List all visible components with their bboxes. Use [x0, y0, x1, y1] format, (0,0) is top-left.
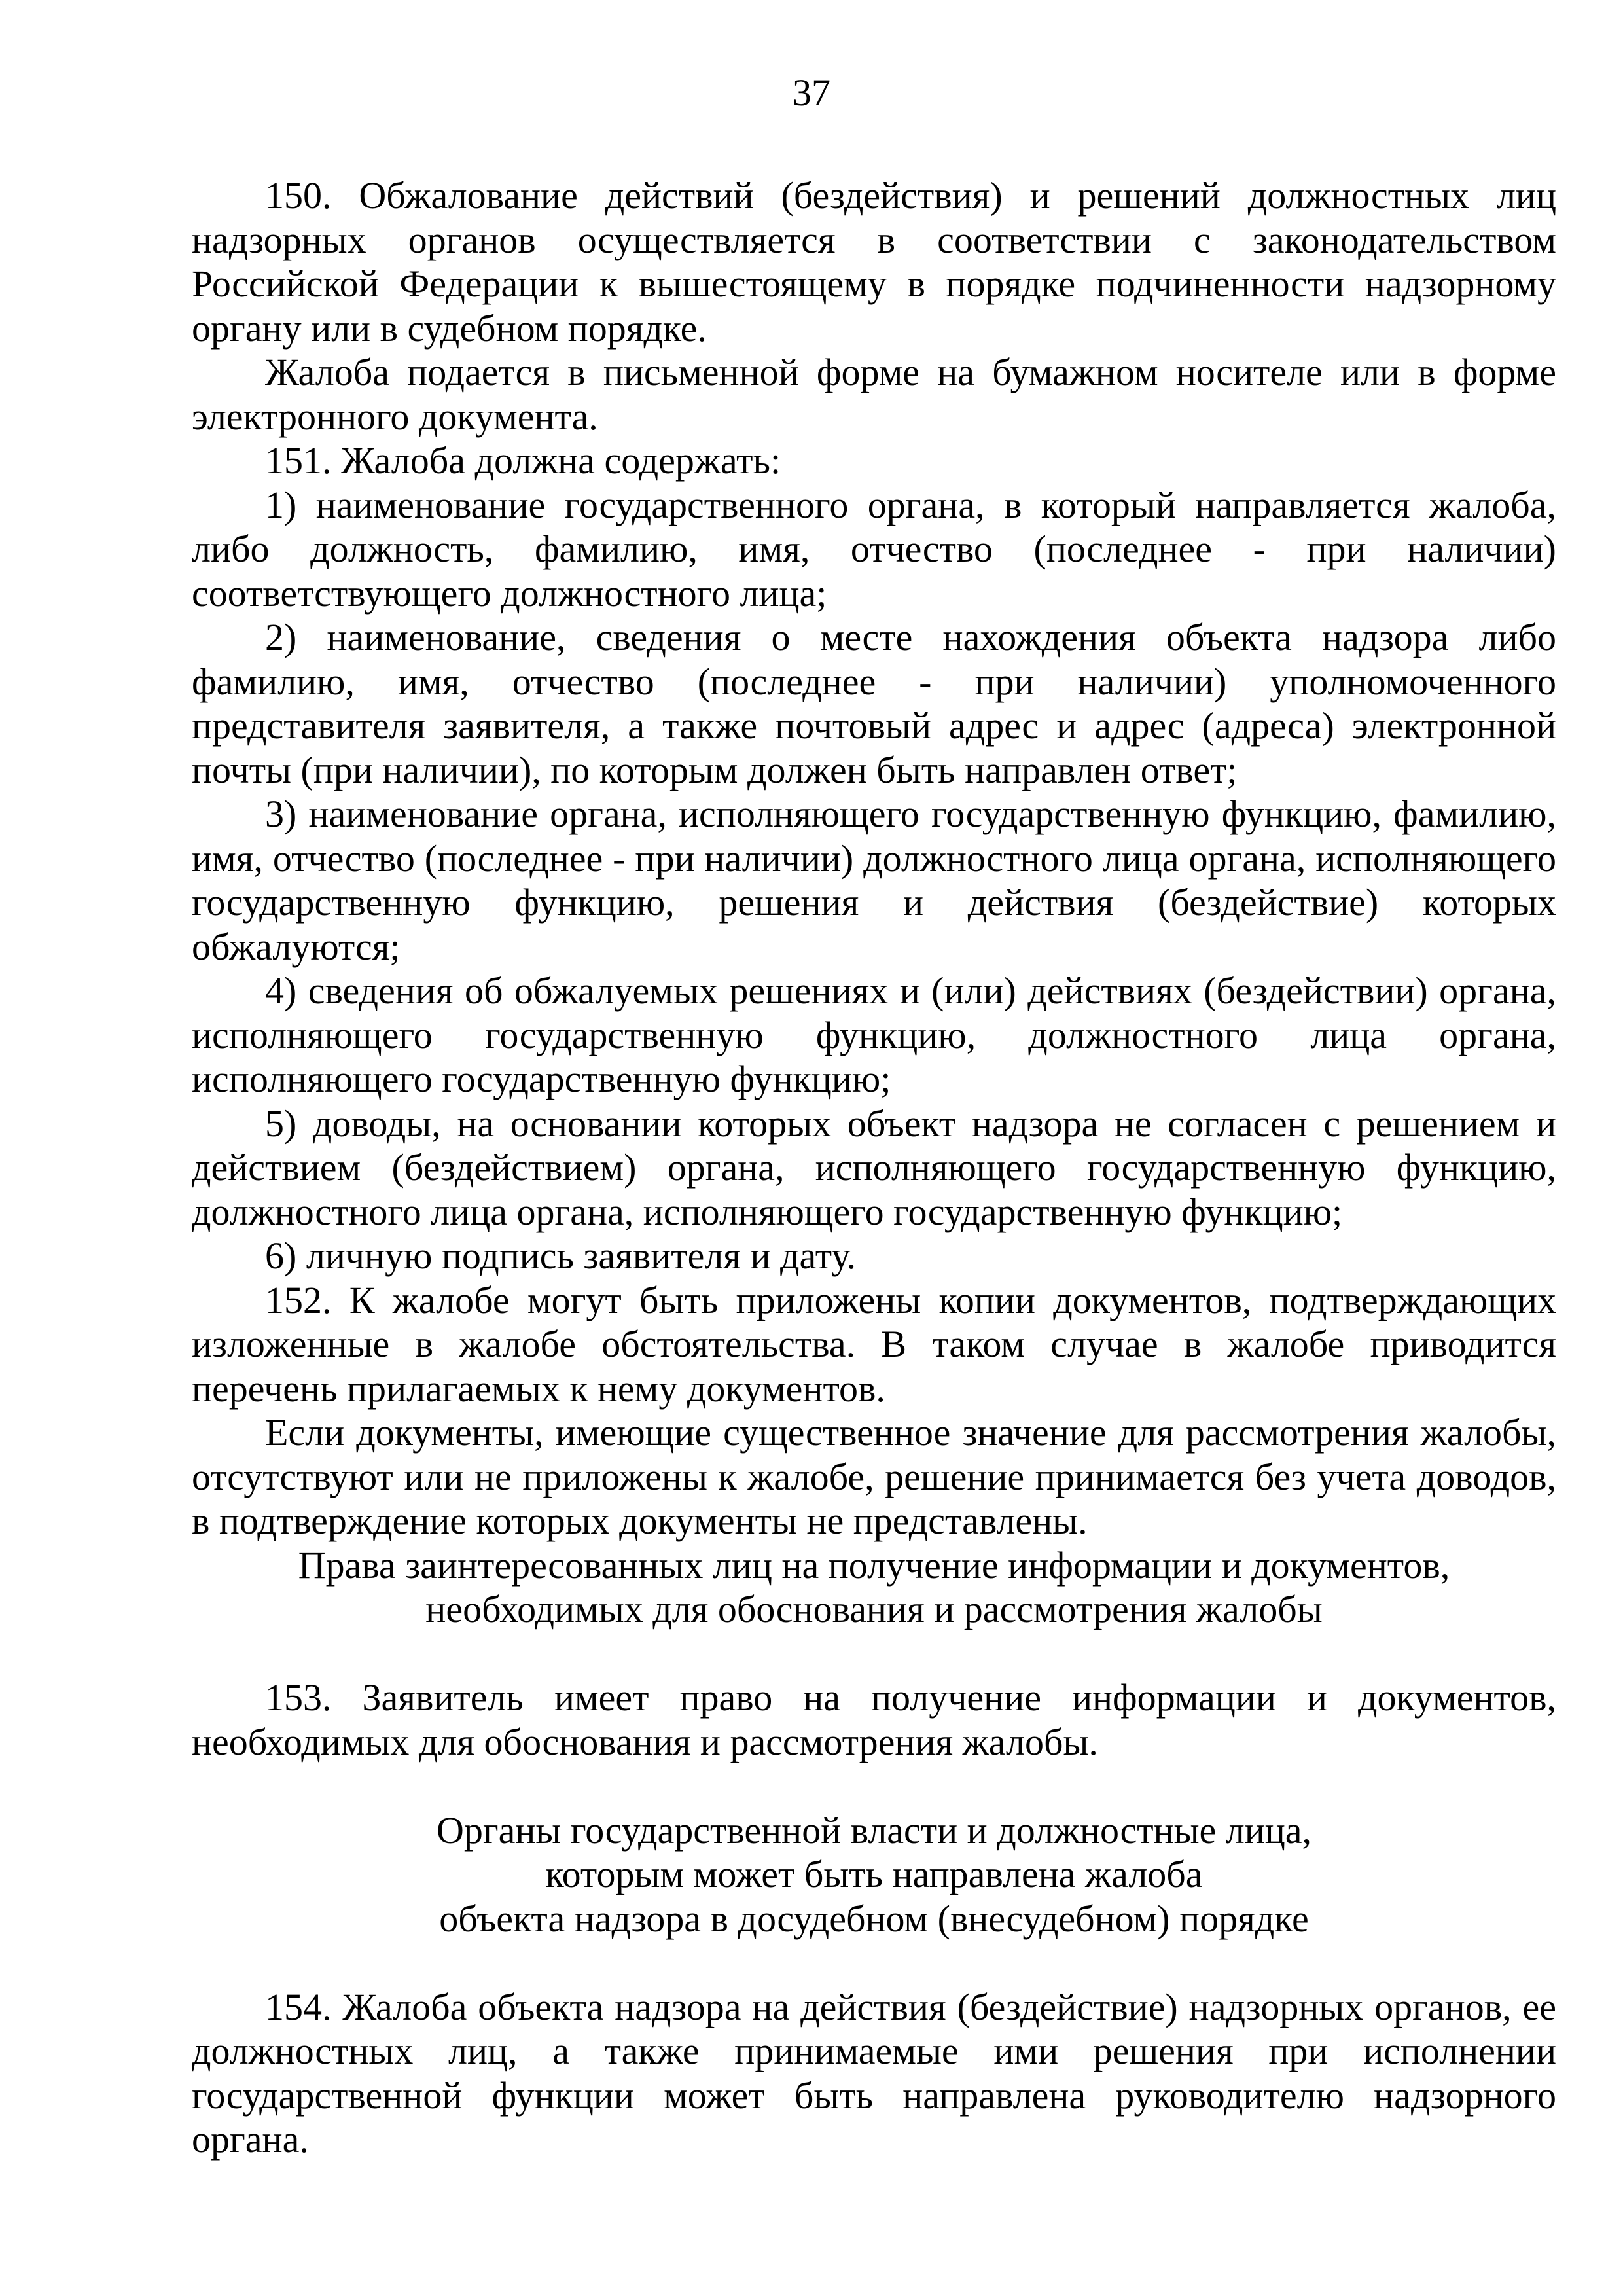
- paragraph-complaint-form: Жалоба подается в письменной форме на бумажном носителе или в форме электронного документа.: [192, 351, 1556, 438]
- list-item-6: 6) личную подпись заявителя и дату.: [265, 1234, 857, 1277]
- heading-line: Органы государственной власти и должностные лица,: [436, 1808, 1312, 1852]
- list-item-4: 4) сведения об обжалуемых решениях и (или) действиях (бездействии) органа, исполняющего государственную функцию, должностного лица органа, исполняющего государственную функцию;: [192, 969, 1556, 1100]
- paragraph-151: 151. Жалоба должна содержать:: [265, 439, 781, 482]
- heading-line: объекта надзора в досудебном (внесудебном) порядке: [439, 1897, 1309, 1940]
- list-item-5: 5) доводы, на основании которых объект надзора не согласен с решением и действием (бездействием) органа, исполняющего государственную функцию, должностного лица органа, исполняющего государственную функцию;: [192, 1102, 1556, 1233]
- section-heading-authorities: [192, 1808, 1556, 1941]
- heading-line: необходимых для обоснования и рассмотрения жалобы: [425, 1588, 1323, 1630]
- heading-line: Права заинтересованных лиц на получение информации и документов,: [298, 1543, 1450, 1587]
- paragraph-missing-documents: Если документы, имеющие существенное значение для рассмотрения жалобы, отсутствуют или не приложены к жалобе, решение принимается без учета доводов, в подтверждение которых документы не представлены.: [192, 1411, 1556, 1542]
- section-heading-rights: [192, 1543, 1556, 1632]
- list-item-3: 3) наименование органа, исполняющего государственную функцию, фамилию, имя, отчество (последнее - при наличии) должностного лица органа, исполняющего государственную функцию, решения и действия (бездействие) которых обжалуются;: [192, 793, 1556, 968]
- paragraph-153: 153. Заявитель имеет право на получение информации и документов, необходимых для обоснования и рассмотрения жалобы.: [192, 1676, 1556, 1763]
- page-number: 37: [793, 71, 830, 114]
- paragraph-154: 154. Жалоба объекта надзора на действия (бездействие) надзорных органов, ее должностных лиц, а также принимаемые ими решения при исполнении государственной функции может быть направлена руководителю надзорного органа.: [192, 1985, 1556, 2161]
- list-item-1: 1) наименование государственного органа, в который направляется жалоба, либо должность, фамилию, имя, отчество (последнее - при наличии) соответствующего должностного лица;: [192, 483, 1556, 615]
- list-item-2: 2) наименование, сведения о месте нахождения объекта надзора либо фамилию, имя, отчество (последнее - при наличии) уполномоченного представителя заявителя, а также почтовый адрес и адрес (адреса) электронной почты (при наличии), по которым должен быть направлен ответ;: [192, 616, 1556, 791]
- paragraph-150: 150. Обжалование действий (бездействия) и решений должностных лиц надзорных органов осуществляется в соответствии с законодательством Российской Федерации к вышестоящему в порядке подчиненности надзорному органу или в судебном порядке.: [192, 174, 1556, 350]
- document-body: [192, 173, 1556, 2162]
- heading-line: которым может быть направлена жалоба: [545, 1853, 1203, 1895]
- paragraph-152: 152. К жалобе могут быть приложены копии документов, подтверждающих изложенные в жалобе обстоятельства. В таком случае в жалобе приводится перечень прилагаемых к нему документов.: [192, 1278, 1556, 1410]
